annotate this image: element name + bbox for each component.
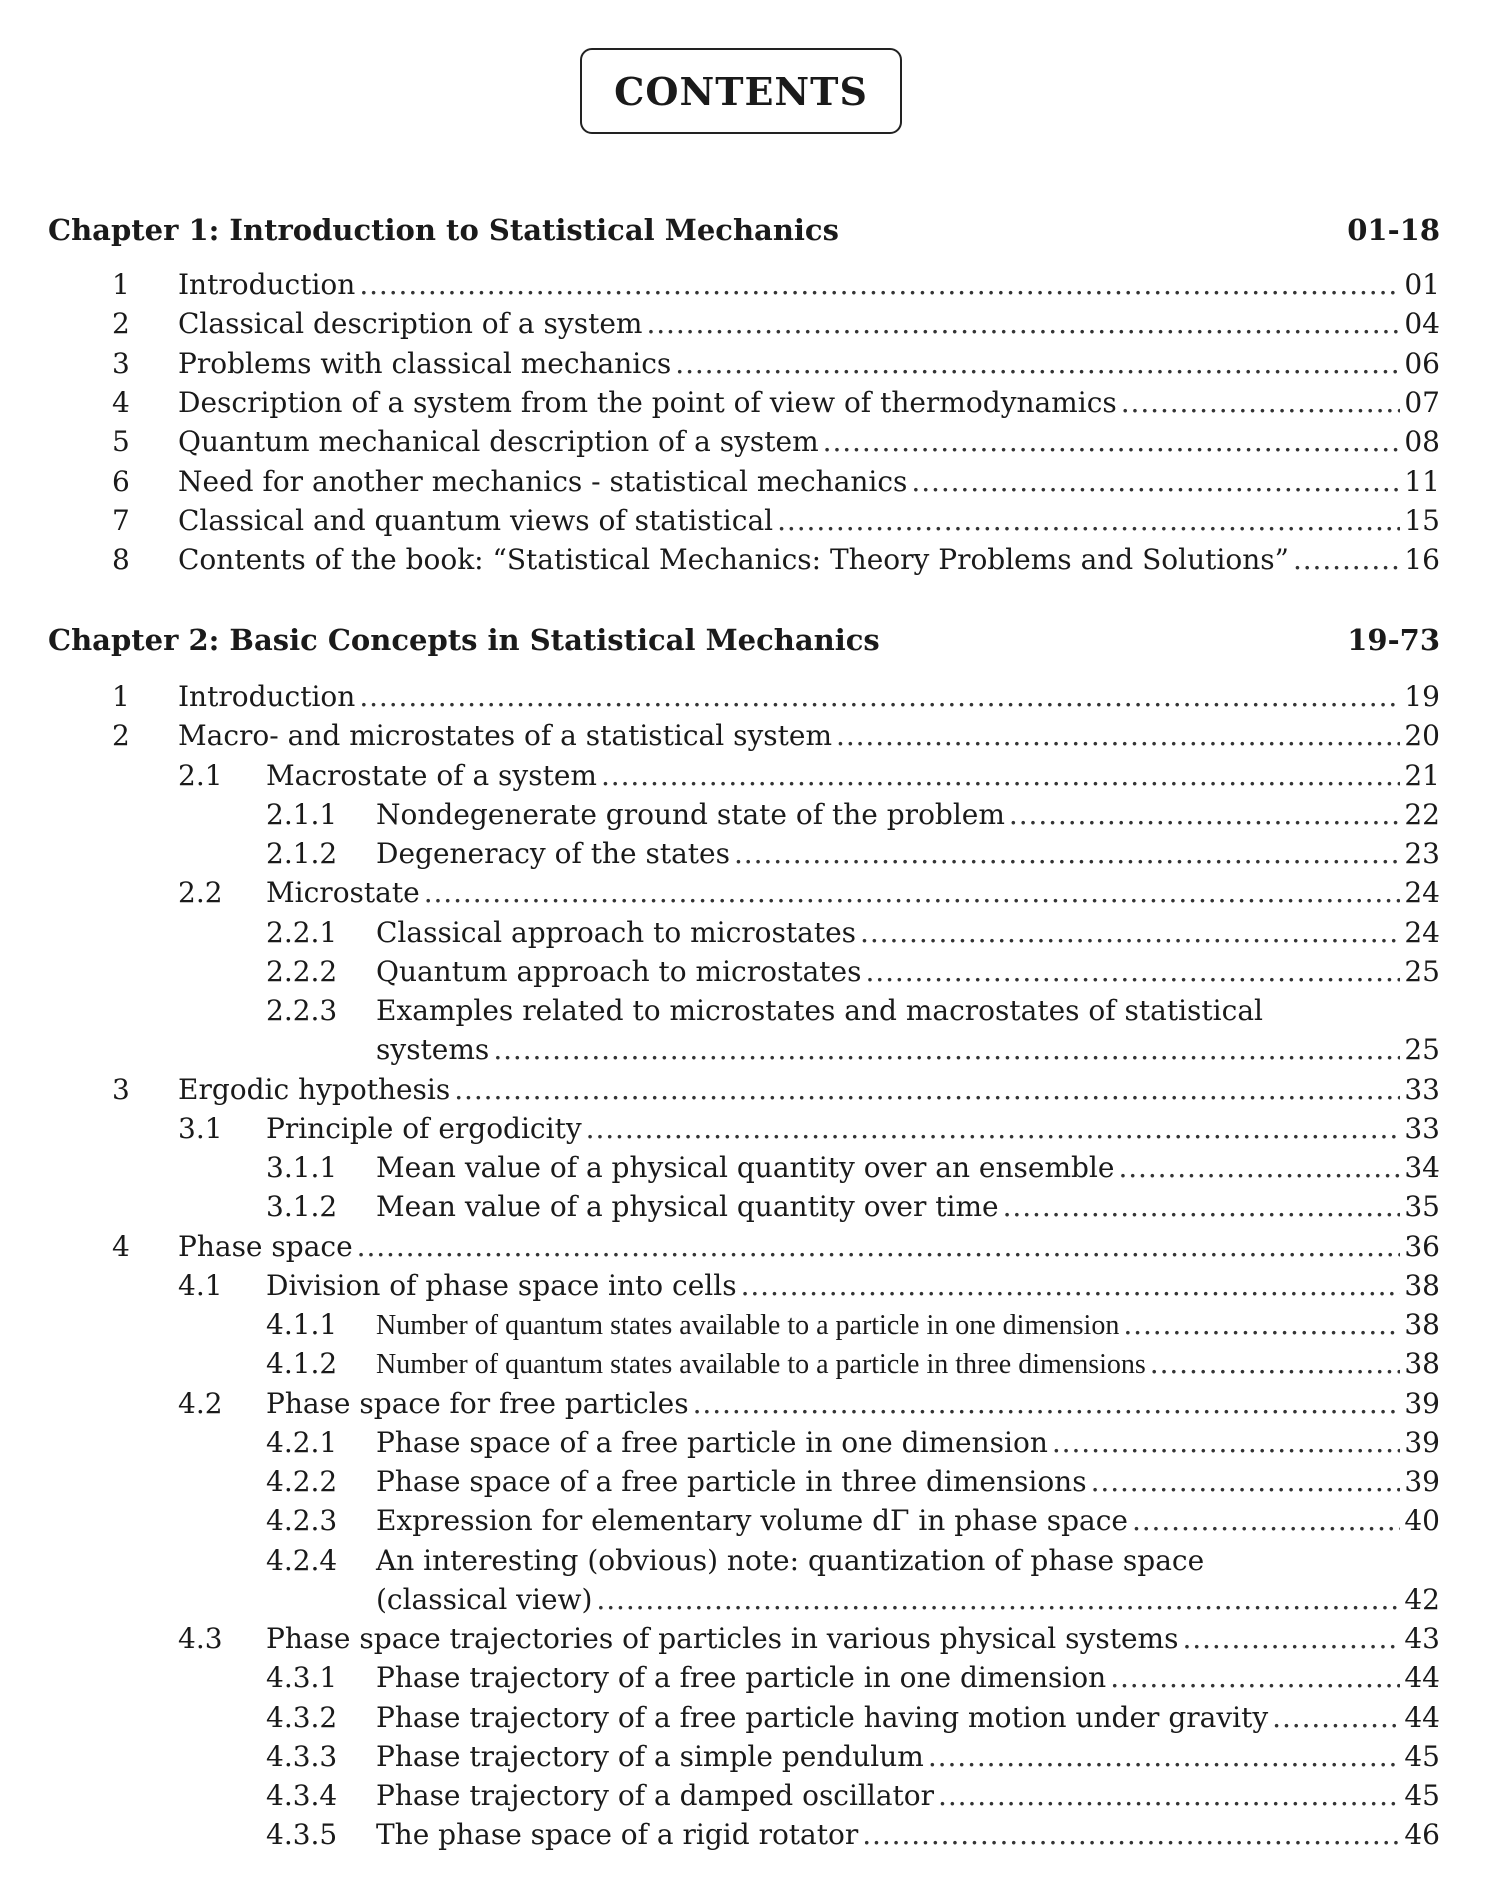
section-number: 3 xyxy=(112,1072,130,1106)
section-number: 2.2.2 xyxy=(266,954,338,988)
section-title: (classical view) xyxy=(376,1582,593,1616)
entry-line xyxy=(266,1112,1440,1145)
dot-leader xyxy=(1150,1347,1401,1380)
toc-entry xyxy=(0,1151,1440,1189)
section-number: 5 xyxy=(112,425,130,459)
entry-line xyxy=(376,1661,1440,1694)
page-number: 25 xyxy=(1404,1033,1440,1067)
entry-line xyxy=(376,1308,1440,1342)
toc-entry xyxy=(0,425,1440,463)
toc-entry xyxy=(0,837,1440,875)
page-number: 24 xyxy=(1404,915,1440,949)
chapter-pages: 19-73 xyxy=(1347,623,1440,657)
toc-entry xyxy=(0,1073,1440,1111)
entry-line xyxy=(178,1230,1440,1263)
section-number: 1 xyxy=(112,680,130,713)
section-title: Introduction xyxy=(178,680,356,713)
entry-line xyxy=(376,955,1440,988)
dot-leader xyxy=(911,465,1400,498)
section-title: Degeneracy of the states xyxy=(376,837,730,870)
section-title: systems xyxy=(376,1033,490,1067)
toc-entry xyxy=(0,719,1440,757)
dot-leader xyxy=(586,1112,1401,1145)
dot-leader xyxy=(693,1387,1401,1420)
dot-leader xyxy=(1123,1308,1400,1341)
contents-title-box xyxy=(580,48,902,134)
page-number: 11 xyxy=(1404,464,1440,498)
section-number: 2.2.3 xyxy=(266,994,338,1027)
dot-leader xyxy=(1091,1465,1401,1498)
dot-leader xyxy=(836,719,1400,752)
toc-entry xyxy=(0,465,1440,503)
page-number: 04 xyxy=(1404,307,1440,341)
section-title: Need for another mechanics - statistical mechanics xyxy=(178,464,908,498)
section-number: 2.2.1 xyxy=(266,915,338,949)
entry-line xyxy=(376,1033,1440,1066)
page-number: 21 xyxy=(1404,758,1440,792)
entry-line xyxy=(376,798,1440,831)
entry-line xyxy=(178,386,1440,419)
section-title: Phase trajectory of a free particle in one dimension xyxy=(376,1661,1107,1695)
section-title: Classical and quantum views of statistical xyxy=(178,503,774,537)
section-number: 4.3.2 xyxy=(266,1700,338,1734)
section-number: 4.1.2 xyxy=(266,1347,338,1381)
page-number: 39 xyxy=(1404,1465,1440,1498)
entry-line xyxy=(178,425,1440,458)
toc-entry xyxy=(0,1504,1440,1542)
dot-leader xyxy=(596,1583,1400,1616)
toc-entry xyxy=(0,680,1440,718)
page-number: 40 xyxy=(1404,1504,1440,1538)
entry-line xyxy=(376,1347,1440,1381)
entry-line xyxy=(178,307,1440,340)
chapter-title: Chapter 1: Introduction to Statistical Mechanics xyxy=(48,213,839,247)
page-number: 44 xyxy=(1404,1700,1440,1734)
toc-entry xyxy=(0,543,1440,581)
entry-line xyxy=(376,1701,1440,1734)
section-number: 8 xyxy=(112,543,130,577)
section-number: 3 xyxy=(112,346,130,380)
section-title: Expression for elementary volume dΓ in phase space xyxy=(376,1504,1128,1538)
entry-line xyxy=(376,1504,1440,1537)
page-number: 45 xyxy=(1404,1739,1440,1773)
section-title: Macro- and microstates of a statistical system xyxy=(178,719,833,753)
toc-entry xyxy=(0,1269,1440,1307)
dot-leader xyxy=(1009,798,1400,831)
section-number: 4 xyxy=(112,1229,130,1263)
entry-line xyxy=(178,543,1440,576)
toc-entry xyxy=(0,876,1440,914)
section-title: The phase space of a rigid rotator xyxy=(376,1818,859,1852)
toc-entry-continued xyxy=(0,1033,1440,1071)
section-number: 4.3.4 xyxy=(266,1779,338,1812)
page-number: 38 xyxy=(1404,1347,1440,1381)
dot-leader xyxy=(454,1073,1400,1106)
dot-leader xyxy=(493,1033,1400,1066)
dot-leader xyxy=(357,1230,1401,1263)
toc-entry xyxy=(0,1426,1440,1464)
entry-line xyxy=(376,1151,1440,1184)
page-number: 35 xyxy=(1404,1190,1440,1224)
section-title: Classical description of a system xyxy=(178,307,643,341)
section-title: Phase trajectory of a simple pendulum xyxy=(376,1739,924,1773)
entry-line xyxy=(178,1073,1440,1106)
entry-line xyxy=(376,1426,1440,1459)
entry-line xyxy=(178,268,1440,301)
section-number: 4.2 xyxy=(178,1386,223,1420)
section-title: Macrostate of a system xyxy=(266,758,597,792)
entry-line xyxy=(266,1622,1440,1655)
section-number: 4 xyxy=(112,385,130,419)
page-number: 39 xyxy=(1404,1386,1440,1420)
section-number: 3.1.2 xyxy=(266,1190,338,1224)
page-number: 22 xyxy=(1404,797,1440,831)
toc-entry xyxy=(0,1544,1440,1582)
dot-leader xyxy=(938,1779,1400,1812)
dot-leader xyxy=(1003,1190,1401,1223)
section-number: 2.2 xyxy=(178,876,223,910)
section-title: Division of phase space into cells xyxy=(266,1268,737,1302)
toc-entry xyxy=(0,916,1440,954)
section-number: 7 xyxy=(112,503,130,537)
entry-line xyxy=(266,1387,1440,1420)
section-number: 4.1 xyxy=(178,1268,223,1302)
section-number: 6 xyxy=(112,464,130,498)
section-number: 4.1.1 xyxy=(266,1308,338,1341)
toc-entry xyxy=(0,1190,1440,1228)
entry-line xyxy=(376,916,1440,949)
toc-entry xyxy=(0,1112,1440,1150)
dot-leader xyxy=(1121,386,1401,419)
section-number: 4.2.2 xyxy=(266,1465,338,1498)
section-number: 4.2.4 xyxy=(266,1543,338,1577)
dot-leader xyxy=(777,504,1400,537)
dot-leader xyxy=(359,680,1400,713)
toc-entry xyxy=(0,1701,1440,1739)
section-number: 1 xyxy=(112,268,130,301)
toc-entry xyxy=(0,1308,1440,1346)
entry-line xyxy=(376,1779,1440,1812)
chapter-title: Chapter 2: Basic Concepts in Statistical Mechanics xyxy=(48,623,880,657)
entry-line xyxy=(266,1269,1440,1302)
dot-leader xyxy=(646,307,1400,340)
section-number: 4.3.3 xyxy=(266,1739,338,1773)
section-title: Phase space of a free particle in one dimension xyxy=(376,1425,1048,1459)
toc-entry xyxy=(0,1661,1440,1699)
section-title: Phase trajectory of a free particle having motion under gravity xyxy=(376,1700,1269,1734)
page-number: 45 xyxy=(1404,1779,1440,1812)
entry-line xyxy=(376,1190,1440,1223)
toc-entry xyxy=(0,1230,1440,1268)
page-number: 24 xyxy=(1404,876,1440,910)
section-number: 2 xyxy=(112,307,130,341)
section-title: Quantum approach to microstates xyxy=(376,954,862,988)
toc-entry xyxy=(0,994,1440,1032)
toc-entry xyxy=(0,1818,1440,1856)
page-number: 15 xyxy=(1404,503,1440,537)
section-number: 2 xyxy=(112,719,130,753)
toc-entry xyxy=(0,1347,1440,1385)
section-title: Ergodic hypothesis xyxy=(178,1072,451,1106)
section-title: Mean value of a physical quantity over an ensemble xyxy=(376,1151,1115,1184)
toc-entry xyxy=(0,798,1440,836)
section-title: Nondegenerate ground state of the problem xyxy=(376,797,1005,831)
entry-line xyxy=(178,680,1440,713)
toc-entry xyxy=(0,504,1440,542)
toc-entry xyxy=(0,268,1440,306)
page-number: 20 xyxy=(1404,719,1440,753)
entry-line xyxy=(376,1818,1440,1851)
chapter-pages: 01-18 xyxy=(1347,213,1440,247)
dot-leader xyxy=(862,1818,1400,1851)
entry-line xyxy=(376,837,1440,870)
section-number: 2.1.1 xyxy=(266,797,338,831)
section-title: Examples related to microstates and macrostates of statistical xyxy=(376,994,1263,1027)
page-number: 06 xyxy=(1404,346,1440,380)
page-number: 33 xyxy=(1404,1072,1440,1106)
section-title: Classical approach to microstates xyxy=(376,915,857,949)
page-number: 44 xyxy=(1404,1661,1440,1695)
toc-entry xyxy=(0,1387,1440,1425)
dot-leader xyxy=(1052,1426,1400,1459)
section-number: 3.1.1 xyxy=(266,1151,338,1184)
dot-leader xyxy=(928,1740,1401,1773)
dot-leader xyxy=(424,876,1401,909)
dot-leader xyxy=(741,1269,1401,1302)
page-number: 34 xyxy=(1404,1151,1440,1184)
page-number: 33 xyxy=(1404,1111,1440,1145)
toc-entry xyxy=(0,386,1440,424)
page-number: 38 xyxy=(1404,1268,1440,1302)
toc-entry-continued xyxy=(0,1583,1440,1621)
chapter-heading xyxy=(48,210,1440,250)
section-number: 4.2.1 xyxy=(266,1425,338,1459)
page-number: 23 xyxy=(1404,837,1440,870)
section-title: Mean value of a physical quantity over time xyxy=(376,1190,999,1224)
section-title: Phase space trajectories of particles in various physical systems xyxy=(266,1622,1179,1655)
dot-leader xyxy=(1118,1151,1400,1184)
section-number: 3.1 xyxy=(178,1111,223,1145)
dot-leader xyxy=(823,425,1401,458)
toc-entry xyxy=(0,1740,1440,1778)
toc-entry xyxy=(0,1465,1440,1503)
page-number: 42 xyxy=(1404,1582,1440,1616)
page-number: 07 xyxy=(1404,385,1440,419)
page-number: 36 xyxy=(1404,1229,1440,1263)
section-title: Number of quantum states available to a particle in three dimensions xyxy=(376,1349,1146,1381)
section-title: Phase space for free particles xyxy=(266,1386,689,1420)
dot-leader xyxy=(866,955,1401,988)
entry-line xyxy=(376,1583,1440,1616)
dot-leader xyxy=(601,759,1400,792)
entry-line xyxy=(178,504,1440,537)
entry-line xyxy=(266,876,1440,909)
section-title: Problems with classical mechanics xyxy=(178,346,672,380)
toc-entry xyxy=(0,955,1440,993)
page-number: 19 xyxy=(1404,680,1440,713)
page-number: 38 xyxy=(1404,1308,1440,1341)
dot-leader xyxy=(860,916,1400,949)
toc-entry xyxy=(0,347,1440,385)
dot-leader xyxy=(1110,1661,1400,1694)
entry-line xyxy=(376,1740,1440,1773)
entry-line xyxy=(178,719,1440,752)
toc-entry xyxy=(0,1779,1440,1817)
page-number: 43 xyxy=(1404,1622,1440,1655)
chapter-heading xyxy=(48,620,1440,660)
page-number: 39 xyxy=(1404,1425,1440,1459)
section-title: Phase trajectory of a damped oscillator xyxy=(376,1779,935,1812)
dot-leader xyxy=(1293,543,1400,576)
section-title: Description of a system from the point of view of thermodynamics xyxy=(178,385,1117,419)
entry-line xyxy=(266,759,1440,792)
dot-leader xyxy=(675,347,1400,380)
section-title: Principle of ergodicity xyxy=(266,1111,582,1145)
entry-line xyxy=(376,1465,1440,1498)
section-title: Microstate xyxy=(266,876,420,910)
section-title: Phase space xyxy=(178,1229,353,1263)
entry-line xyxy=(178,465,1440,498)
dot-leader xyxy=(734,837,1400,870)
page-number: 01 xyxy=(1404,268,1440,301)
dot-leader xyxy=(1182,1622,1400,1655)
section-title: An interesting (obvious) note: quantization of phase space xyxy=(376,1543,1205,1577)
section-title: Phase space of a free particle in three dimensions xyxy=(376,1465,1087,1498)
dot-leader xyxy=(1132,1504,1400,1537)
section-number: 4.3.5 xyxy=(266,1818,338,1852)
toc-entry xyxy=(0,759,1440,797)
section-number: 2.1 xyxy=(178,758,223,792)
section-title: Quantum mechanical description of a system xyxy=(178,425,819,459)
dot-leader xyxy=(1272,1701,1400,1734)
page-number: 46 xyxy=(1404,1818,1440,1852)
page-number: 25 xyxy=(1404,954,1440,988)
section-number: 4.3.1 xyxy=(266,1661,338,1695)
toc-entry xyxy=(0,307,1440,345)
section-number: 4.2.3 xyxy=(266,1504,338,1538)
section-title: Contents of the book: “Statistical Mechanics: Theory Problems and Solutions” xyxy=(178,543,1289,577)
entry-line xyxy=(178,347,1440,380)
page-title: CONTENTS xyxy=(614,68,868,114)
toc-entry xyxy=(0,1622,1440,1660)
dot-leader xyxy=(359,268,1400,301)
page-number: 08 xyxy=(1404,425,1440,459)
section-number: 2.1.2 xyxy=(266,837,338,870)
section-number: 4.3 xyxy=(178,1622,223,1655)
page-number: 16 xyxy=(1404,543,1440,577)
section-title: Number of quantum states available to a particle in one dimension xyxy=(376,1310,1120,1341)
section-title: Introduction xyxy=(178,268,356,301)
